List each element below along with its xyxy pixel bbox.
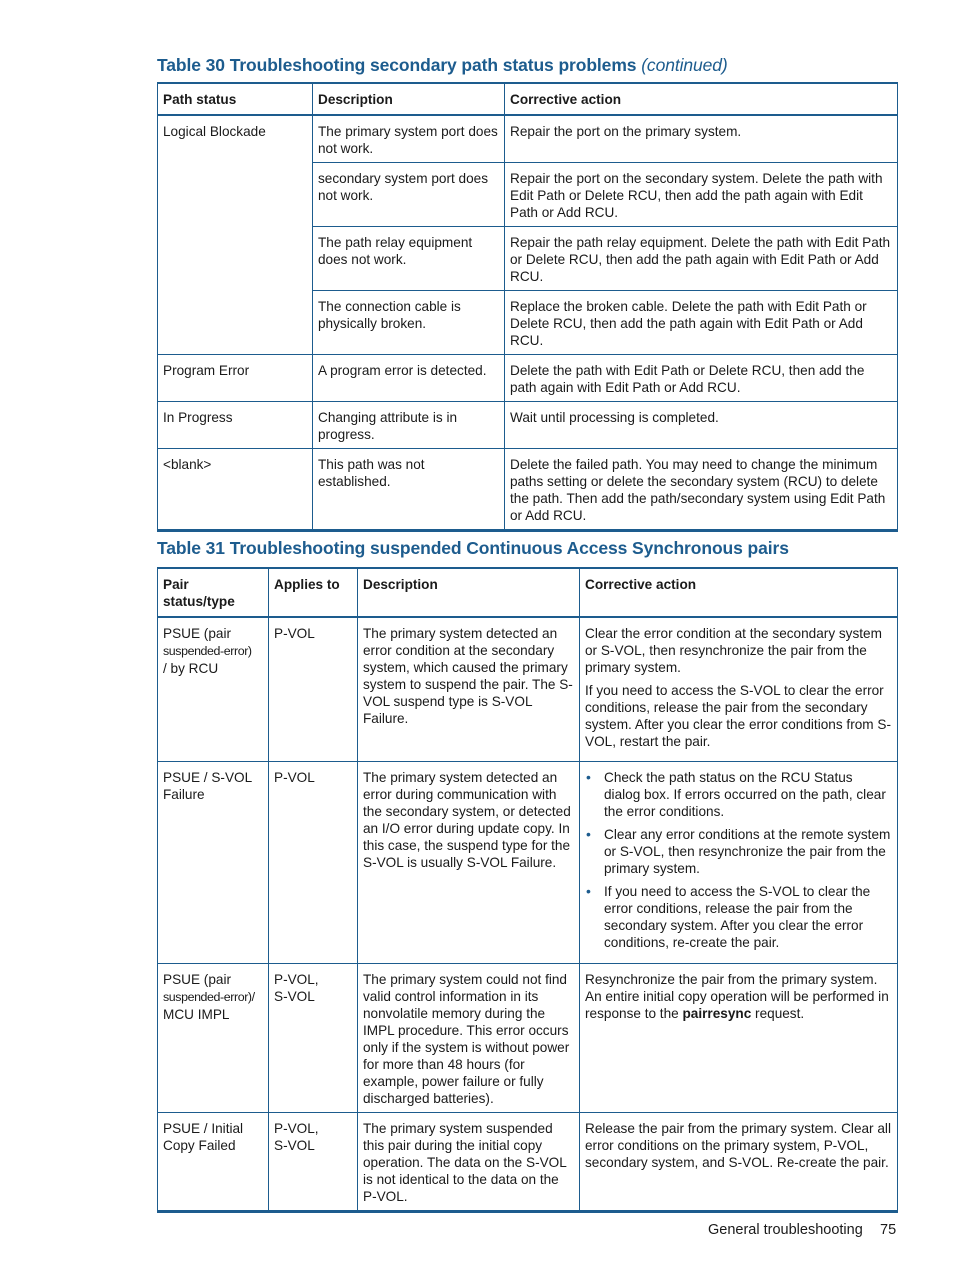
column-header-applies-to: Applies to xyxy=(269,568,358,617)
description-cell: The primary system could not find valid control information in its nonvolatile memory during the IMPL procedure. This error occurs only if the system is without power for more than 48 hours (for example, power failure or fully discharged batteries). xyxy=(358,964,580,1113)
corrective-action-cell: Repair the port on the primary system. xyxy=(505,115,898,163)
table-30-title: Table 30 Troubleshooting secondary path status problems xyxy=(157,55,637,75)
applies-to-cell xyxy=(269,1113,358,1212)
corrective-action-cell: Wait until processing is completed. xyxy=(505,402,898,449)
action-text: request. xyxy=(751,1006,805,1021)
description-cell: This path was not established. xyxy=(313,449,505,531)
pair-status-cell xyxy=(158,964,269,1113)
pair-status-line: MCU IMPL xyxy=(163,1007,230,1022)
table-row xyxy=(158,617,898,762)
table-row xyxy=(158,402,898,449)
pair-status-line: PSUE (pair xyxy=(163,626,231,641)
description-cell: The connection cable is physically broken. xyxy=(313,291,505,355)
corrective-action-cell: Delete the path with Edit Path or Delete RCU, then add the path again with Edit Path or Add RCU. xyxy=(505,355,898,402)
table-31-caption: Table 31 Troubleshooting suspended Continuous Access Synchronous pairs xyxy=(157,538,789,558)
corrective-action-cell xyxy=(580,617,898,762)
pair-status-cell xyxy=(158,617,269,762)
description-cell: A program error is detected. xyxy=(313,355,505,402)
column-header-description: Description xyxy=(313,83,505,115)
table-31 xyxy=(157,567,898,1213)
column-header-pair-status: Pair status/type xyxy=(158,568,269,617)
action-bullet-list xyxy=(585,769,892,951)
table-row xyxy=(158,355,898,402)
footer-page-number: 75 xyxy=(880,1222,897,1238)
table-row xyxy=(158,1113,898,1212)
action-paragraph: Clear the error condition at the secondary system or S-VOL, then resynchronize the pair from the primary system. xyxy=(585,626,882,675)
footer-section-title: General troubleshooting xyxy=(708,1222,863,1238)
column-header-description: Description xyxy=(358,568,580,617)
pair-status-line: PSUE (pair xyxy=(163,972,231,987)
path-status-cell: Logical Blockade xyxy=(158,115,313,355)
description-cell: Changing attribute is in progress. xyxy=(313,402,505,449)
applies-to-line: P-VOL, xyxy=(274,972,319,987)
path-status-cell: <blank> xyxy=(158,449,313,531)
bullet-item: • Clear any error conditions at the remote system or S-VOL, then resynchronize the pair from the primary system. xyxy=(585,826,892,877)
command-name: pairresync xyxy=(682,1006,752,1021)
description-cell: The primary system detected an error during communication with the secondary system, or detected an I/O error during update copy. In this case, the suspend type for the S-VOL is usually S-VOL Failure. xyxy=(358,762,580,964)
description-cell: The primary system port does not work. xyxy=(313,115,505,163)
table-30-continued: (continued) xyxy=(641,55,728,75)
column-header-corrective-action: Corrective action xyxy=(505,83,898,115)
applies-to-line: P-VOL, xyxy=(274,1121,319,1136)
column-header-path-status: Path status xyxy=(158,83,313,115)
path-status-cell: Program Error xyxy=(158,355,313,402)
path-status-cell: In Progress xyxy=(158,402,313,449)
corrective-action-cell: Replace the broken cable. Delete the path with Edit Path or Delete RCU, then add the path again with Edit Path or Add RCU. xyxy=(505,291,898,355)
pair-status-line: / by RCU xyxy=(163,661,219,676)
corrective-action-cell: Repair the port on the secondary system. Delete the path with Edit Path or Delete RCU, then add the path again with Edit Path or Add RCU. xyxy=(505,163,898,227)
applies-to-cell: P-VOL xyxy=(269,762,358,964)
pair-status-line: suspended-error) xyxy=(163,644,252,658)
description-cell: secondary system port does not work. xyxy=(313,163,505,227)
corrective-action-cell: Delete the failed path. You may need to change the minimum paths setting or delete the secondary system (RCU) to delete the path. Then add the path/secondary system using Edit Path or Add RCU. xyxy=(505,449,898,531)
bullet-item: • If you need to access the S-VOL to clear the error conditions, release the pair from the secondary system. After you clear the error conditions, re-create the pair. xyxy=(585,883,892,951)
corrective-action-cell: Repair the path relay equipment. Delete the path with Edit Path or Delete RCU, then add the path again with Edit Path or Add RCU. xyxy=(505,227,898,291)
table-30 xyxy=(157,82,898,532)
corrective-action-cell: Release the pair from the primary system. Clear all error conditions on the primary system, P-VOL, secondary system, and S-VOL. Re-create the pair. xyxy=(580,1113,898,1212)
pair-status-cell: PSUE / Initial Copy Failed xyxy=(158,1113,269,1212)
table-header-row xyxy=(158,83,898,115)
table-row xyxy=(158,449,898,531)
pair-status-cell: PSUE / S-VOL Failure xyxy=(158,762,269,964)
applies-to-line: S-VOL xyxy=(274,989,315,1004)
applies-to-cell xyxy=(269,964,358,1113)
table-row xyxy=(158,964,898,1113)
table-row xyxy=(158,115,898,163)
action-text: Resynchronize the pair from the primary system. An entire initial copy operation will be performed in response to the xyxy=(585,972,889,1021)
applies-to-cell: P-VOL xyxy=(269,617,358,762)
table-header-row xyxy=(158,568,898,617)
pair-status-line: suspended-error)/ xyxy=(163,990,255,1004)
description-cell: The primary system detected an error condition at the secondary system, which caused the primary system to suspend the pair. The S-VOL suspend type is S-VOL Failure. xyxy=(358,617,580,762)
description-cell: The primary system suspended this pair during the initial copy operation. The data on the S-VOL is not identical to the data on the P-VOL. xyxy=(358,1113,580,1212)
action-paragraph: If you need to access the S-VOL to clear the error conditions, release the pair from the secondary system. After you clear the error conditions from S-VOL, restart the pair. xyxy=(585,683,891,749)
bullet-item: • Check the path status on the RCU Status dialog box. If errors occurred on the path, clear the error conditions. xyxy=(585,769,892,820)
column-header-corrective-action: Corrective action xyxy=(580,568,898,617)
description-cell: The path relay equipment does not work. xyxy=(313,227,505,291)
table-30-caption xyxy=(157,55,728,76)
table-row xyxy=(158,762,898,964)
corrective-action-cell xyxy=(580,762,898,964)
applies-to-line: S-VOL xyxy=(274,1138,315,1153)
corrective-action-cell xyxy=(580,964,898,1113)
